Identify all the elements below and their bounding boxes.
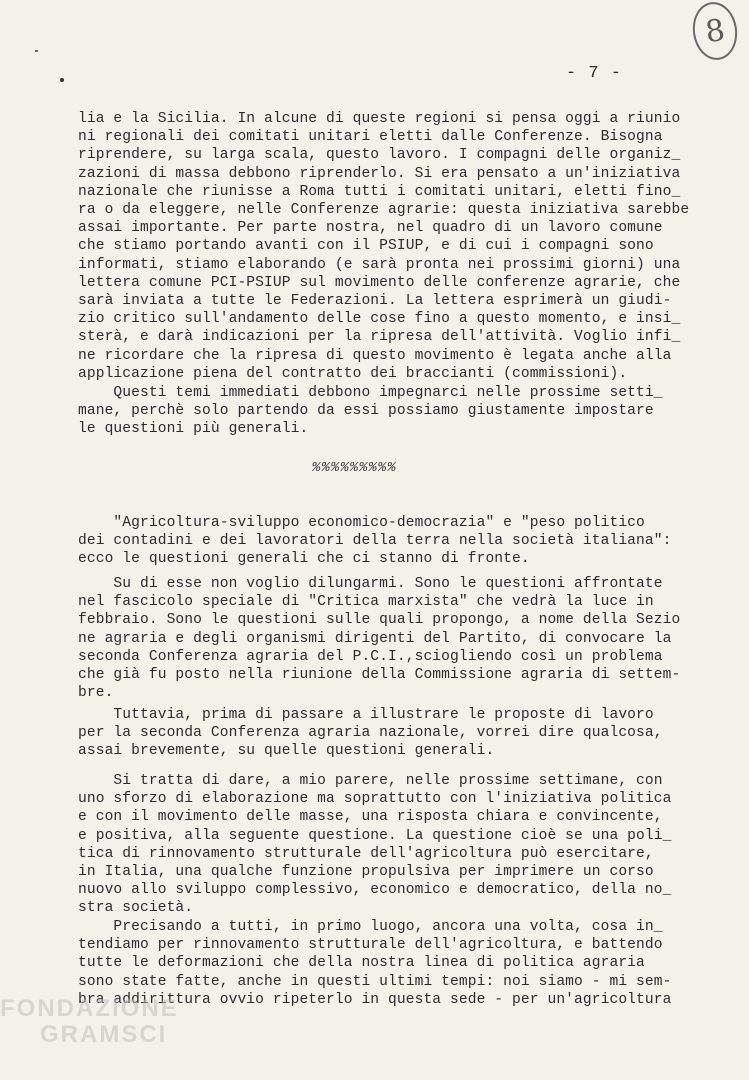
paragraph-1: lia e la Sicilia. In alcune di queste regioni si pensa oggi a riunio ni regionali dei comitati unitari eletti dalle Conferenze. Bisogna riprendere, su larga scala, questo lavoro. I compagni delle organiz_ zazioni di massa debbono riprenderlo. Si era pensato a un'iniziativa nazionale che riunisse a Roma tutti i comitati unitari, eletti fino_ ra o da eleggere, nelle Conferenze agrarie: questa iniziativa sarebbe assai importante. Per parte nostra, nel quadro di un lavoro comune che stiamo portando avanti con il PSIUP, e di cui i compagni sono informati, stiamo elaborando (e sarà pronta nei prossimi giorni) una lettera comune PCI-PSIUP sul movimento delle conferenze agrarie, che sarà inviata a tutte le Federazioni. La lettera esprimerà un giudi- zio critico sull'andamento delle cose fino a questo momento, e insi_ sterà, e darà indicazioni per la ripresa dell'attività. Voglio infi_ ne ricordare che la ripresa di questo movimento è legata anche alla applicazione piena del contratto dei braccianti (commissioni). (78, 111, 690, 382)
bullet-mark (60, 78, 64, 82)
section-separator: %%%%%%%%% (312, 460, 397, 476)
paragraph-7: Precisando a tutti, in primo luogo, ancora una volta, cosa in_ tendiamo per rinnovamento strutturale dell'agricoltura, e battendo tutte le deformazioni che della nostra linea di politica agraria sono state fatte, anche in questi ultimi tempi: noi siamo - mi sem- bra addirittura ovvio ripeterlo in questa sede - per un'agricoltura (78, 919, 672, 1008)
paragraph-5: Tuttavia, prima di passare a illustrare le proposte di lavoro per la seconda Conferenza agraria nazionale, vorrei dire qualcosa, assai brevemente, su quelle questioni generali. (78, 707, 663, 760)
archive-watermark (0, 996, 179, 1048)
ink-mark (35, 50, 38, 52)
paragraph-4: Su di esse non voglio dilungarmi. Sono le questioni affrontate nel fascicolo speciale di "Critica marxista" che vedrà la luce in febbraio. Sono le questioni sulle quali propongo, a nome della Sezio ne agraria e degli organismi dirigenti del Partito, di convocare la seconda Conferenza agraria del P.C.I.,sciogliendo così un problema che già fu posto nella riunione della Commissione agraria di settem- bre. (78, 576, 681, 702)
paragraph-2: Questi temi immediati debbono impegnarci nelle prossime setti_ mane, perchè solo partendo da essi possiamo giustamente impostare le questioni più generali. (78, 385, 663, 438)
watermark-line-1: FONDAZIONE (0, 995, 179, 1022)
watermark-line-2: GRAMSCI (40, 1021, 168, 1048)
page-number: - 7 - (566, 64, 623, 83)
paragraph-6: Si tratta di dare, a mio parere, nelle prossime settimane, con uno sforzo di elaborazione ma soprattutto con l'iniziativa politica e con il movimento delle masse, una risposta chiara e convincente, e positiva, alla seguente questione. La questione cioè se una poli_ tica di rinnovamento strutturale dell'agricoltura può esercitare, in Italia, una qualche funzione propulsiva per imprimere un corso nuovo allo sviluppo complessivo, economico e democratico, della no_ stra società. (78, 773, 672, 917)
paragraph-3: "Agricoltura-sviluppo economico-democrazia" e "peso politico dei contadini e dei lavoratori della terra nella società italiana": ecco le questioni generali che ci stanno di fronte. (78, 515, 672, 568)
circled-page-number: 8 (689, 0, 741, 63)
